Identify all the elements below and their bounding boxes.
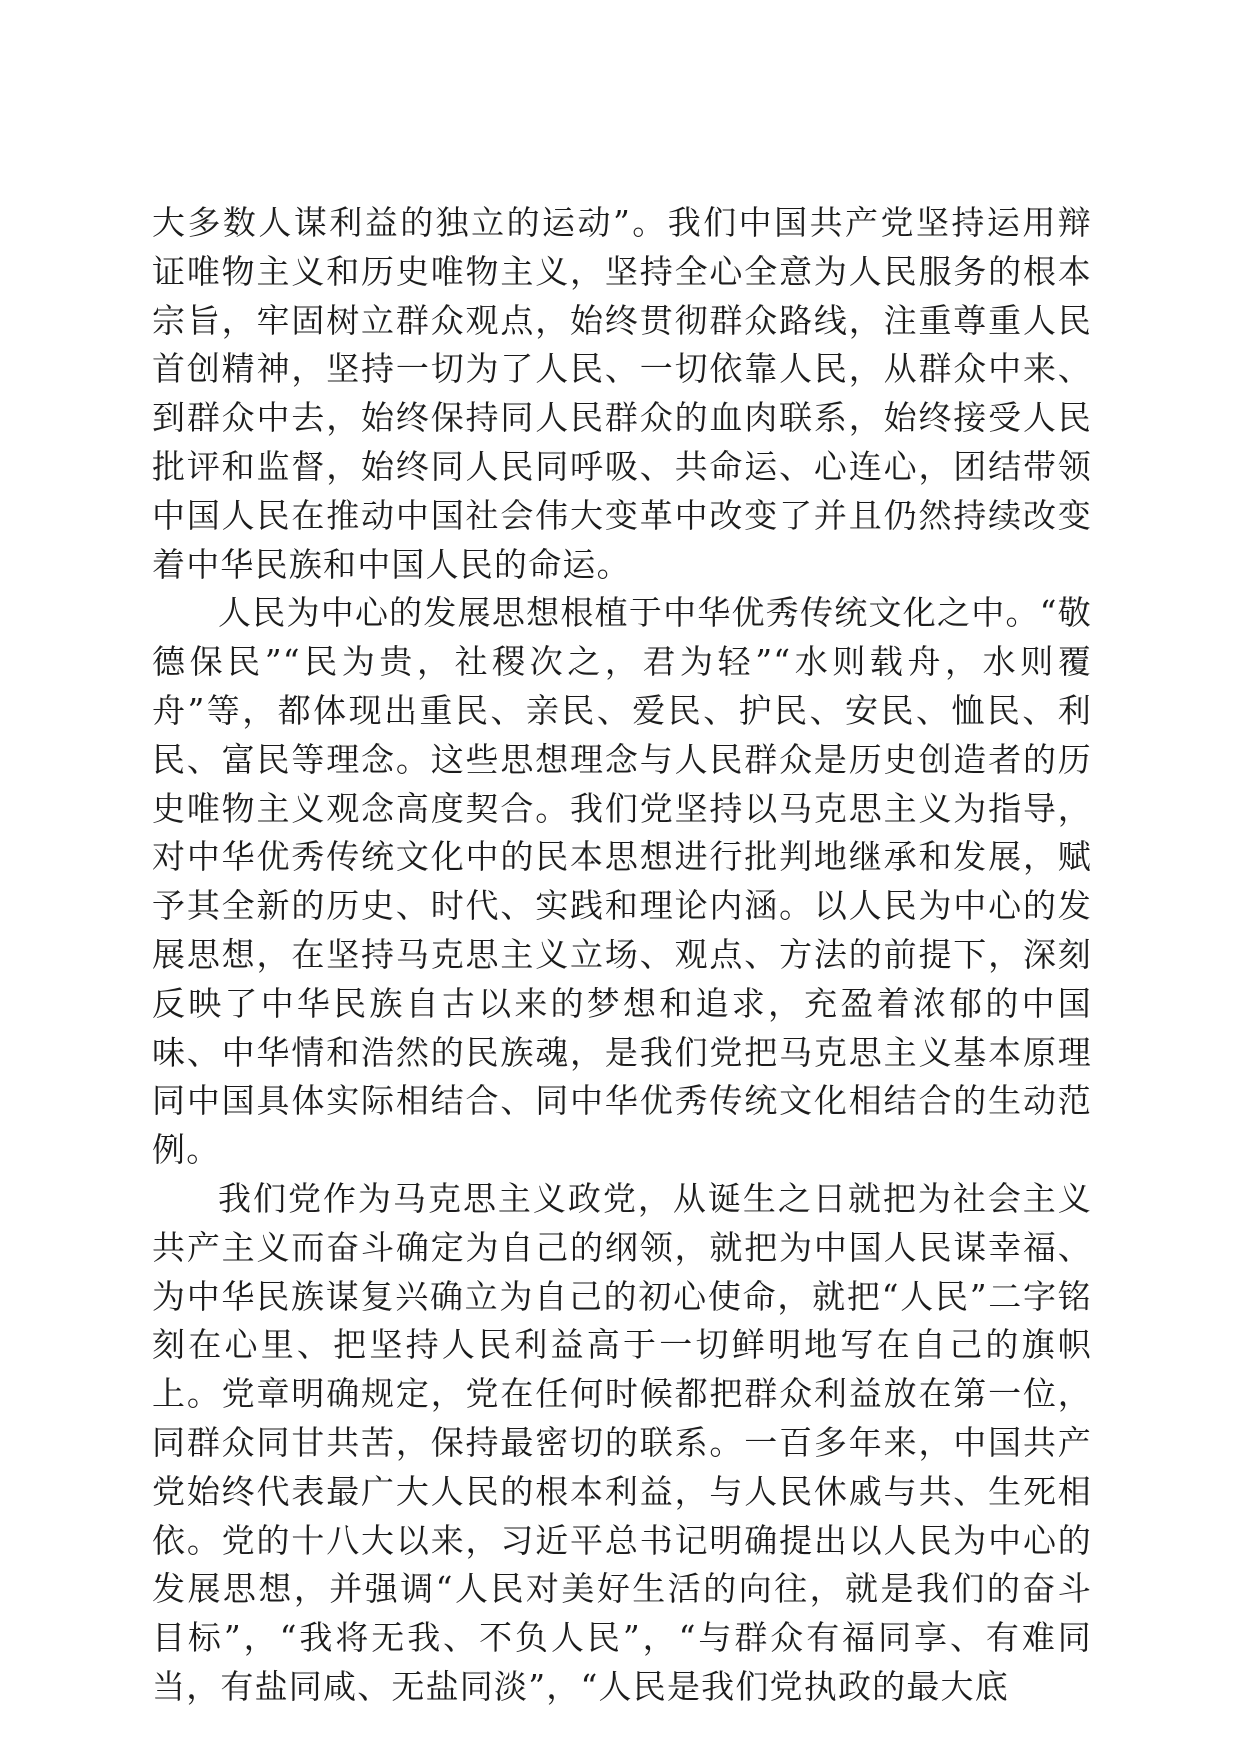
paragraph-1: 大多数人谋利益的独立的运动”。我们中国共产党坚持运用辩证唯物主义和历史唯物主义，坚持全心全意为人民服务的根本宗旨，牢固树立群众观点，始终贯彻群众路线，注重尊重人民首创精神，坚持一切为了人民、一切依靠人民，从群众中来、到群众中去，始终保持同人民群众的血肉联系，始终接受人民批评和监督，始终同人民同呼吸、共命运、心连心，团结带领中国人民在推动中国社会伟大变革中改变了并且仍然持续改变着中华民族和中国人民的命运。 [152,203,1092,584]
paragraph-3: 我们党作为马克思主义政党，从诞生之日就把为社会主义共产主义而奋斗确定为自己的纲领，就把为中国人民谋幸福、为中华民族谋复兴确立为自己的初心使命，就把“人民”二字铭刻在心里、把坚持人民利益高于一切鲜明地写在自己的旗帜上。党章明确规定，党在任何时候都把群众利益放在第一位，同群众同甘共苦，保持最密切的联系。一百多年来，中国共产党始终代表最广大人民的根本利益，与人民休戚与共、生死相依。党的十八大以来，习近平总书记明确提出以人民为中心的发展思想，并强调“人民对美好生活的向往，就是我们的奋斗目标”，“我将无我、不负人民”，“与群众有福同享、有难同当，有盐同咸、无盐同淡”，“人民是我们党执政的最大底 [152,1178,1092,1706]
paragraph-2: 人民为中心的发展思想根植于中华优秀传统文化之中。“敬德保民”“民为贵，社稷次之，君为轻”“水则载舟，水则覆舟”等，都体现出重民、亲民、爱民、护民、安民、恤民、利民、富民等理念。这些思想理念与人民群众是历史创造者的历史唯物主义观念高度契合。我们党坚持以马克思主义为指导，对中华优秀传统文化中的民本思想进行批判地继承和发展，赋予其全新的历史、时代、实践和理论内涵。以人民为中心的发展思想，在坚持马克思主义立场、观点、方法的前提下，深刻反映了中华民族自古以来的梦想和追求，充盈着浓郁的中国味、中华情和浩然的民族魂，是我们党把马克思主义基本原理同中国具体实际相结合、同中华优秀传统文化相结合的生动范例。 [152,593,1092,1170]
body-text [152,199,1092,1712]
